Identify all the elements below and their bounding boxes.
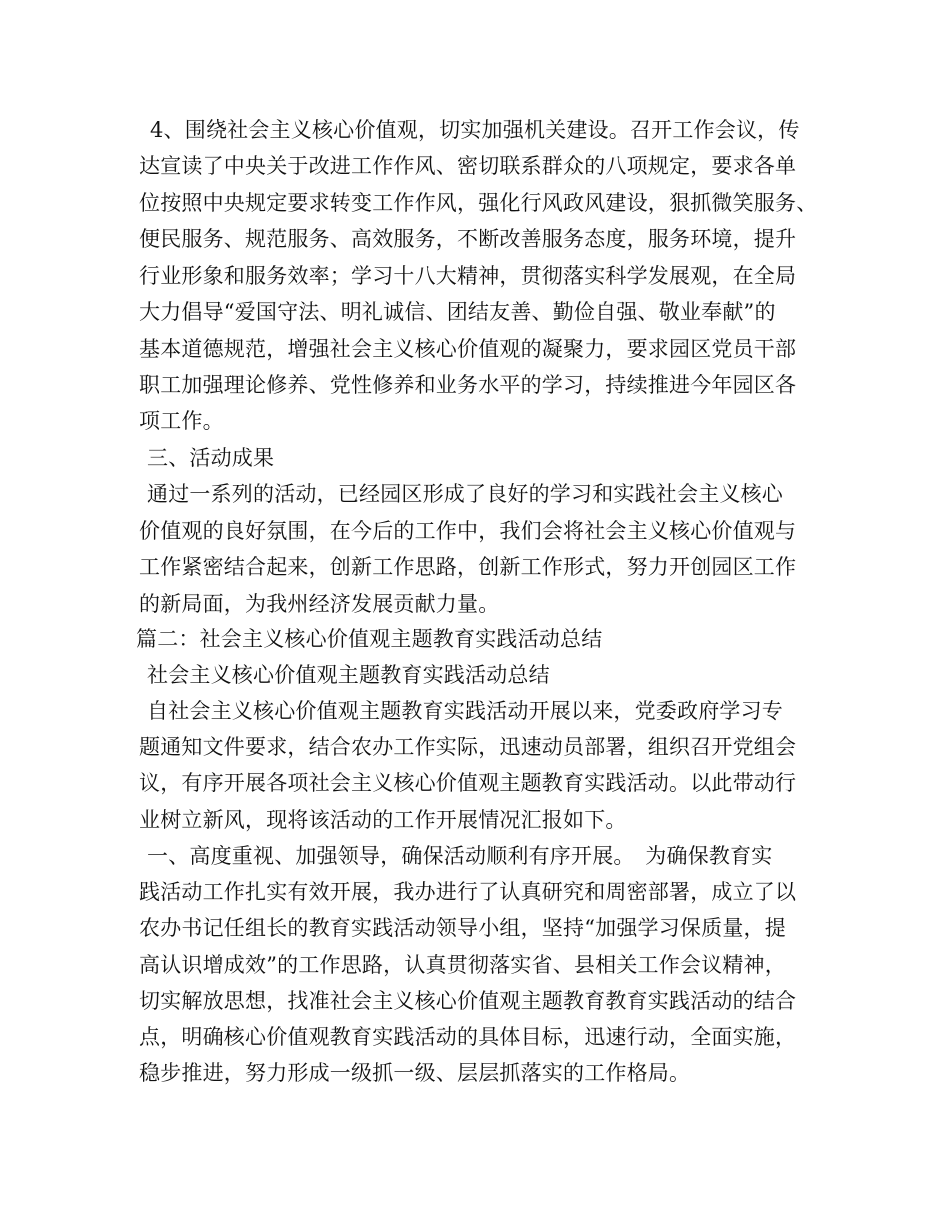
text-line: 便民服务、规范服务、高效服务，不断改善服务态度，服务环境，提升 bbox=[139, 227, 797, 251]
chapter-title: 篇二：社会主义核心价值观主题教育实践活动总结 bbox=[136, 627, 603, 651]
text-line: 践活动工作扎实有效开展，我办进行了认真研究和周密部署，成立了以 bbox=[139, 880, 797, 904]
text-line: 业树立新风，现将该活动的工作开展情况汇报如下。 bbox=[139, 808, 627, 832]
text-line: 达宣读了中央关于改进工作作风、密切联系群众的八项规定，要求各单 bbox=[139, 154, 797, 178]
section-heading: 三、活动成果 bbox=[147, 446, 275, 470]
text-line: 高认识增成效”的工作思路，认真贯彻落实省、县相关工作会议精神， bbox=[139, 953, 786, 977]
text-line: 4、围绕社会主义核心价值观，切实加强机关建设。召开工作会议，传 bbox=[150, 118, 800, 142]
text-line: 位按照中央规定要求转变工作作风，强化行风政风建设，狠抓微笑服务、 bbox=[139, 191, 818, 215]
section-title: 社会主义核心价值观主题教育实践活动总结 bbox=[147, 663, 550, 687]
text-line: 工作紧密结合起来，创新工作思路，创新工作形式，努力开创园区工作 bbox=[139, 555, 797, 579]
text-line: 切实解放思想，找准社会主义核心价值观主题教育教育实践活动的结合 bbox=[139, 989, 797, 1013]
text-line: 价值观的良好氛围，在今后的工作中，我们会将社会主义核心价值观与 bbox=[139, 519, 797, 543]
text-line: 大力倡导“爱国守法、明礼诚信、团结友善、勤俭自强、敬业奉献”的 bbox=[139, 300, 776, 324]
text-line: 行业形象和服务效率；学习十八大精神，贯彻落实科学发展观，在全局 bbox=[139, 264, 797, 288]
text-line: 项工作。 bbox=[139, 409, 224, 433]
text-line: 的新局面，为我州经济发展贡献力量。 bbox=[139, 592, 500, 616]
text-line: 基本道德规范，增强社会主义核心价值观的凝聚力，要求园区党员干部 bbox=[139, 337, 797, 361]
text-line: 职工加强理论修养、党性修养和业务水平的学习，持续推进今年园区各 bbox=[139, 373, 797, 397]
text-line: 题通知文件要求，结合农办工作实际，迅速动员部署，组织召开党组会 bbox=[139, 735, 797, 759]
text-line: 农办书记任组长的教育实践活动领导小组，坚持“加强学习保质量，提 bbox=[139, 916, 786, 940]
text-line: 自社会主义核心价值观主题教育实践活动开展以来，党委政府学习专 bbox=[147, 699, 783, 723]
text-line: 议，有序开展各项社会主义核心价值观主题教育实践活动。以此带动行 bbox=[139, 771, 797, 795]
text-line: 稳步推进，努力形成一级抓一级、层层抓落实的工作格局。 bbox=[139, 1061, 691, 1085]
text-line: 一、高度重视、加强领导，确保活动顺利有序开展。 为确保教育实 bbox=[147, 844, 773, 868]
text-line: 点，明确核心价值观教育实践活动的具体目标，迅速行动，全面实施， bbox=[139, 1025, 797, 1049]
text-line: 通过一系列的活动，已经园区形成了良好的学习和实践社会主义核心 bbox=[147, 482, 783, 506]
